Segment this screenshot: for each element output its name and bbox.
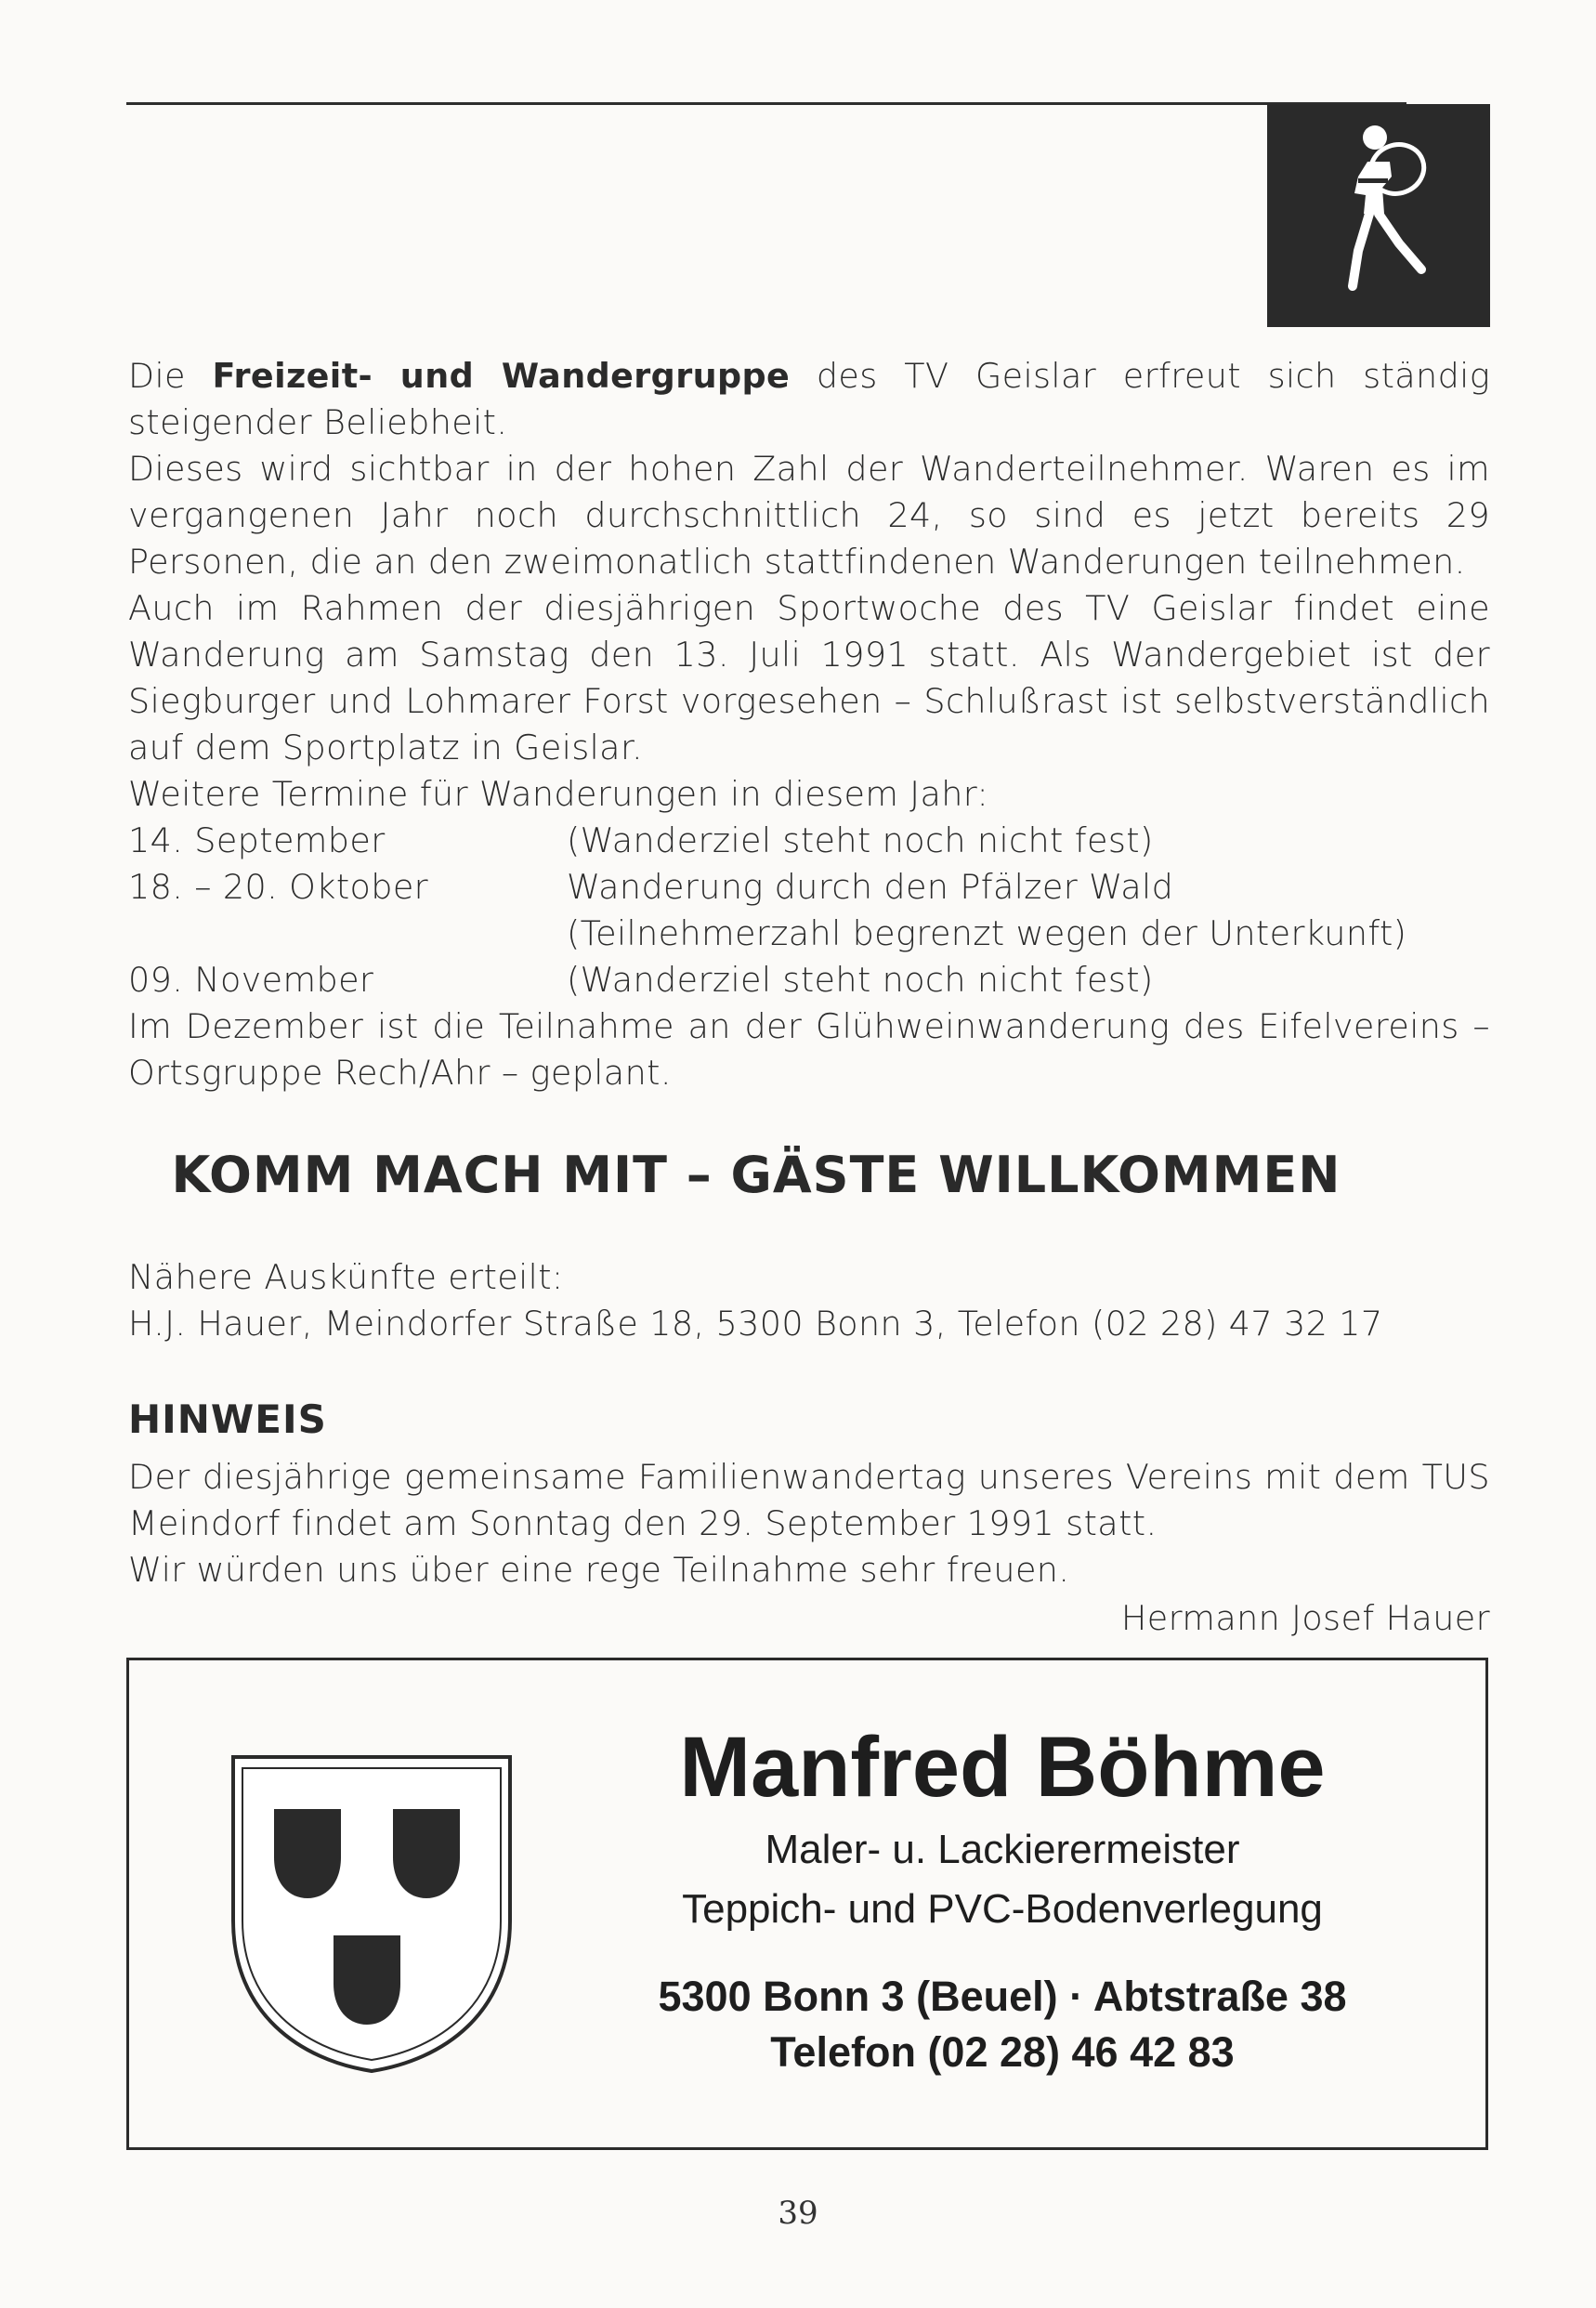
date-label: 09. November [128,960,374,1000]
hinweis-title: HINWEIS [128,1397,327,1442]
hiker-icon [1267,104,1490,327]
date-label [128,911,567,957]
date-text: (Wanderziel steht noch nicht fest) [567,960,1154,1000]
ad-company-name: Manfred Böhme [679,1720,1326,1815]
info-contact: H.J. Hauer, Meindorfer Straße 18, 5300 Bonn 3, Telefon (02 28) 47 32 17 [128,1304,1383,1344]
top-rule [126,102,1406,105]
intro-section [128,353,1490,1096]
date-row [128,957,1490,1003]
date-label: 14. September [128,820,386,860]
date-row [128,911,1490,957]
intro-paragraph-1 [128,353,1490,446]
group-name: Freizeit- und Wandergruppe [212,356,791,396]
page-number: 39 [778,2195,818,2232]
ad-text [575,1716,1430,2080]
ad-address: 5300 Bonn 3 (Beuel) · Abtstraße 38 [658,1973,1347,2020]
date-text: (Wanderziel steht noch nicht fest) [567,820,1154,860]
date-label: 18. – 20. Oktober [128,867,429,907]
hinweis-section [128,1454,1490,1593]
hinweis-text: Der diesjährige gemeinsame Familienwandertag unseres Vereins mit dem TUS Meindorf findet am Sonntag den 29. September 1991 statt. [128,1457,1490,1543]
info-label: Nähere Auskünfte erteilt: [128,1257,564,1297]
december-paragraph: Im Dezember ist die Teilnahme an der Glühweinwanderung des Eifelvereins –Ortsgruppe Rech/Ahr – geplant. [128,1006,1490,1093]
intro-rest: des TV Geislar erfreut sich ständig steigender Beliebheit. [128,356,1490,442]
info-section [128,1254,1490,1347]
intro-paragraph-4: Weitere Termine für Wanderungen in diesem Jahr: [128,774,989,814]
date-row [128,864,1490,911]
advertisement-box [126,1658,1488,2150]
coat-of-arms-shield-icon [229,1753,514,2075]
date-text: (Teilnehmerzahl begrenzt wegen der Unterkunft) [567,913,1407,953]
intro-prefix: Die [128,356,213,396]
date-text: Wanderung durch den Pfälzer Wald [567,867,1174,907]
hinweis-text-2: Wir würden uns über eine rege Teilnahme sehr freuen. [128,1550,1070,1590]
ad-line-2: Teppich- und PVC-Bodenverlegung [682,1886,1323,1932]
signature: Hermann Josef Hauer [1120,1598,1490,1638]
slogan-heading: KOMM MACH MIT – GÄSTE WILLKOMMEN [171,1146,1341,1204]
date-row [128,818,1490,864]
ad-phone: Telefon (02 28) 46 42 83 [770,2028,1235,2076]
dates-list [128,818,1490,1003]
ad-line-1: Maler- u. Lackierermeister [765,1827,1240,1872]
intro-paragraph-3: Auch im Rahmen der diesjährigen Sportwoche des TV Geislar findet eine Wanderung am Samstag den 13. Juli 1991 statt. Als Wandergebiet ist der Siegburger und Lohmarer Forst vorgesehen – Schlußrast ist selbstverständlich auf dem Sportplatz in Geislar. [128,588,1490,767]
intro-paragraph-2: Dieses wird sichtbar in der hohen Zahl der Wanderteilnehmer. Waren es im vergangenen Jahr noch durchschnittlich 24, so sind es jetzt bereits 29 Personen, die an den zweimonatlich stattfindenen Wanderungen teilnehmen. [128,449,1490,582]
